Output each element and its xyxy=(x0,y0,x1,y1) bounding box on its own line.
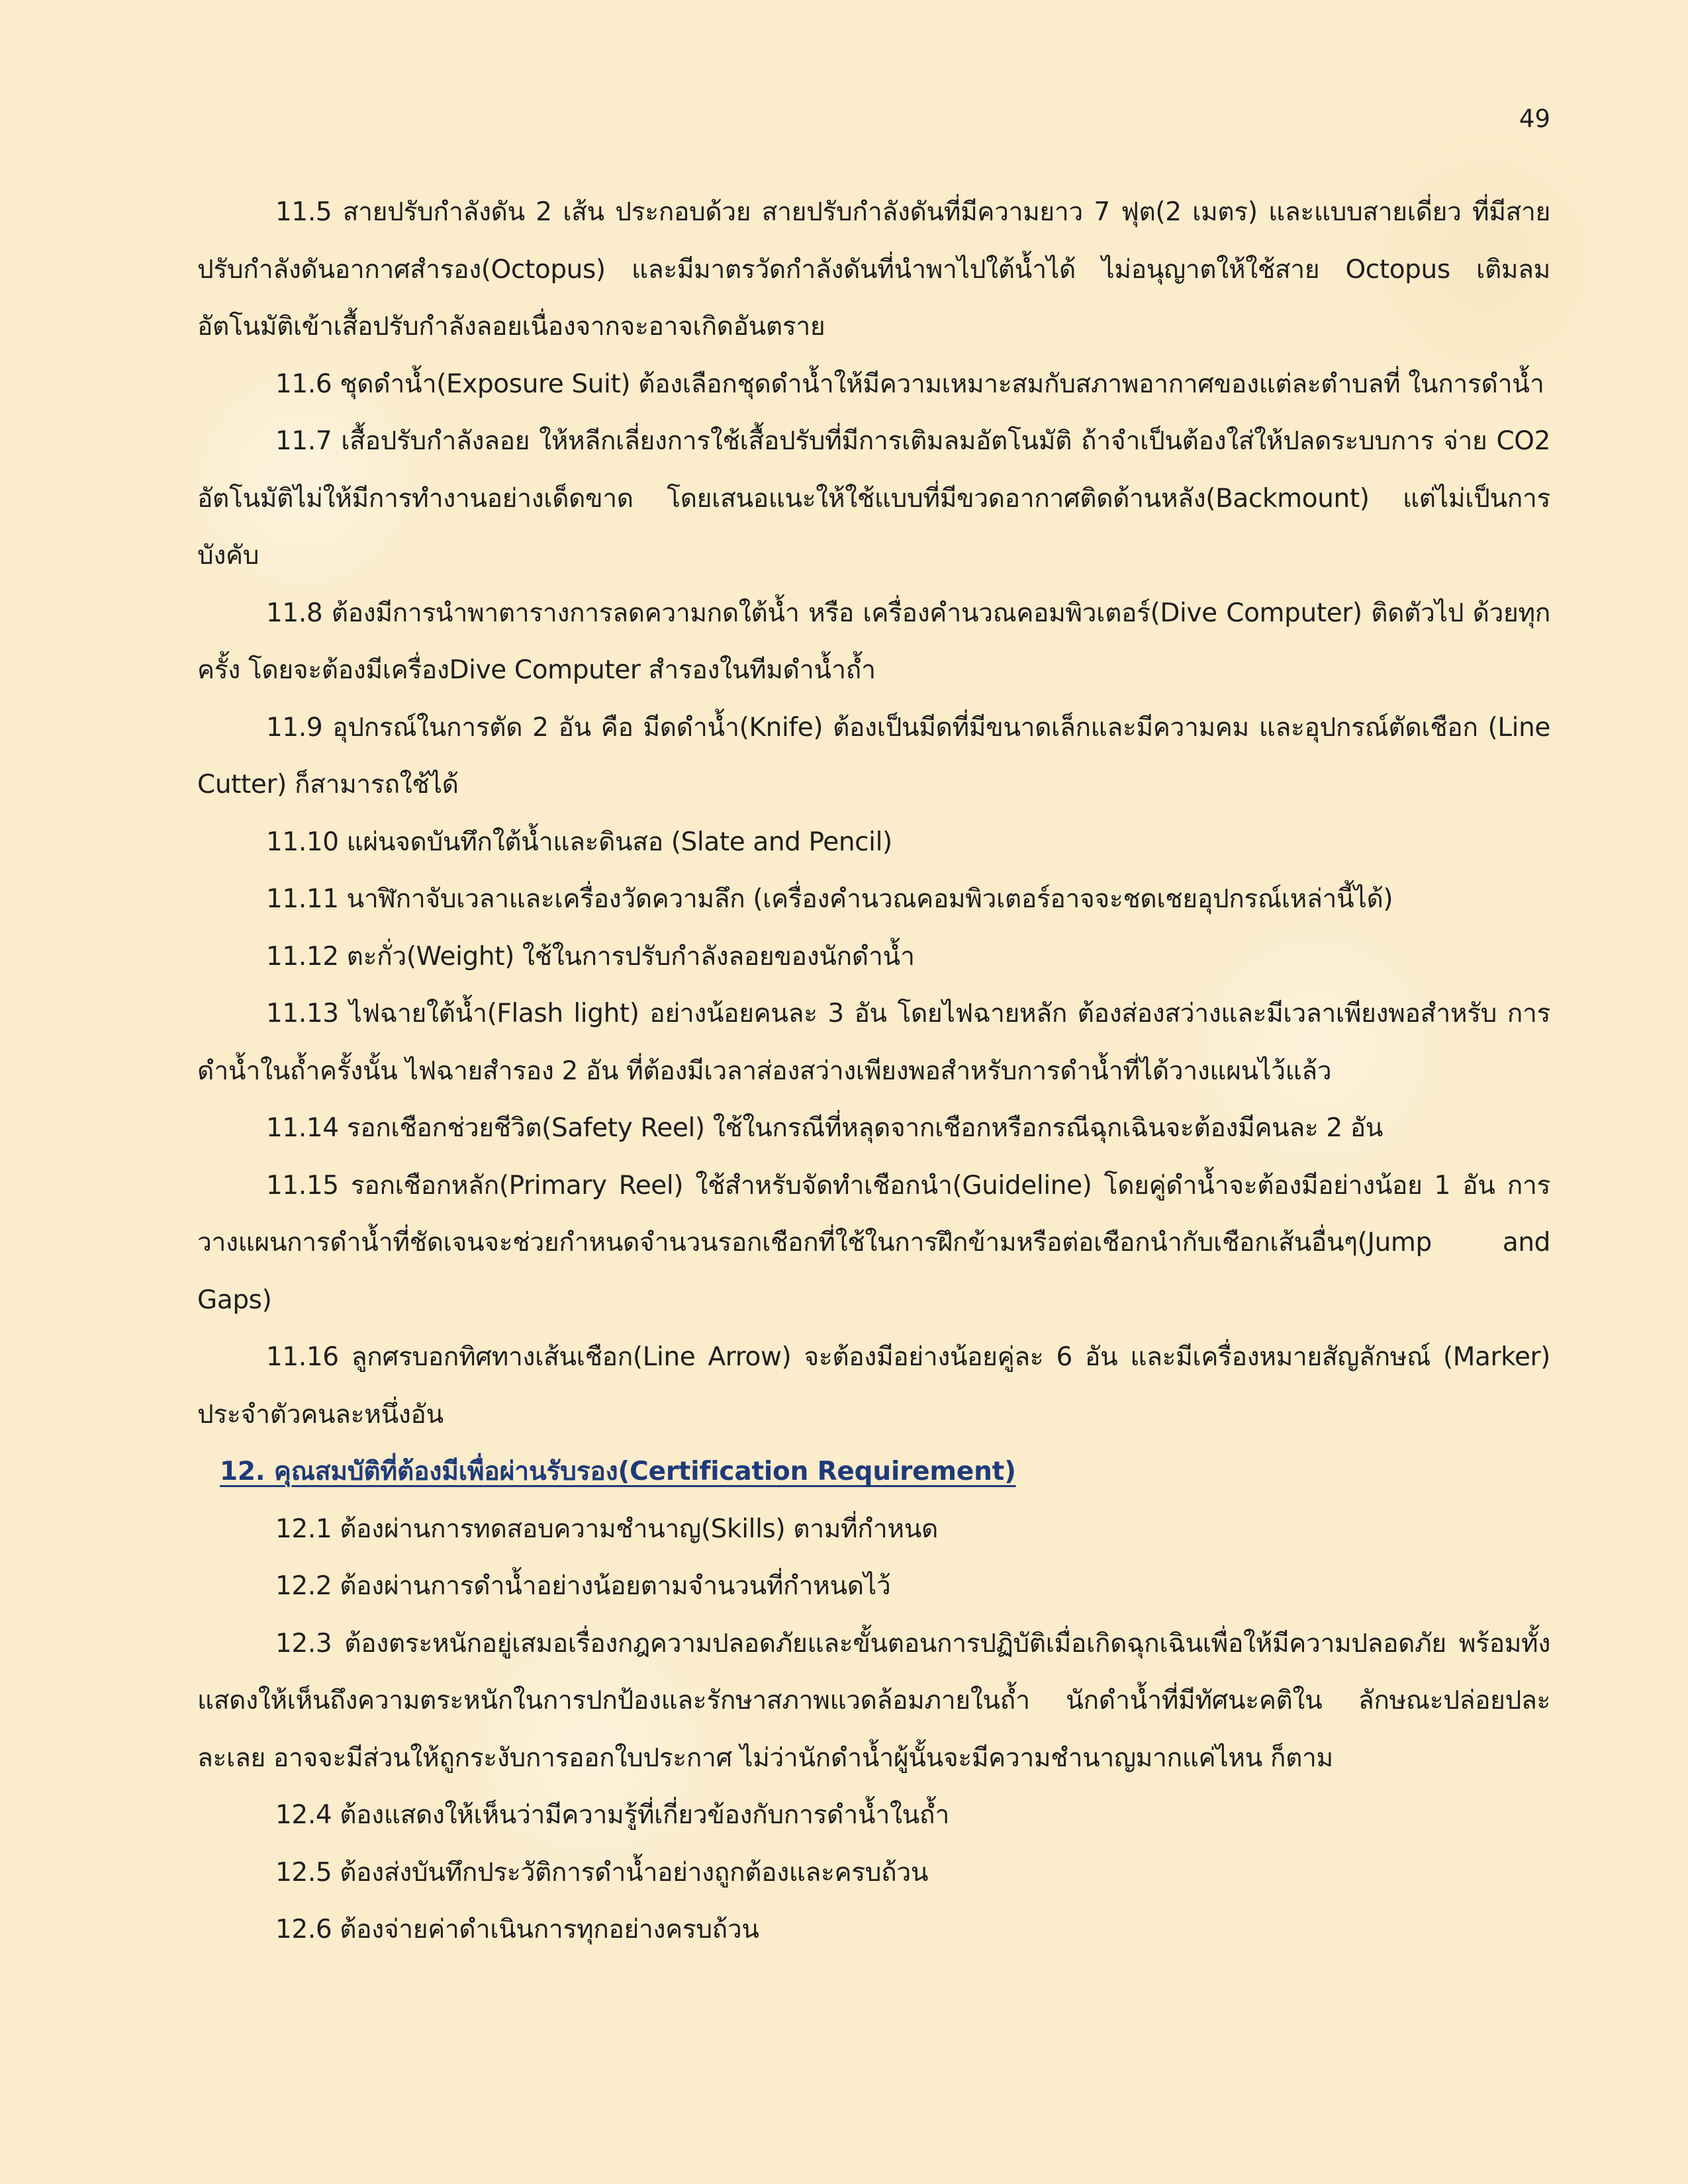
item-11-11: 11.11 นาฬิกาจับเวลาและเครื่องวัดความลึก (เครื่องคำนวณคอมพิวเตอร์อาจจะชดเชยอุปกรณ์เหล่านี้ได้) xyxy=(266,884,1393,914)
item-12-5: 12.5 ต้องส่งบันทึกประวัติการดำน้ำอย่างถูกต้องและครบถ้วน xyxy=(275,1857,929,1888)
item-11-13: 11.13 ไฟฉายใต้น้ำ(Flash light) อย่างน้อยคนละ 3 อัน โดยไฟฉายหลัก ต้องส่องสว่างและมีเวลาเพียงพอสำหรับ การดำน้ำในถ้ำครั้งนั้น ไฟฉายสำรอง 2 อัน ที่ต้องมีเวลาส่องสว่างเพียงพอสำหรับการดำน้ำที่ได้วางแผนไว้แล้ว xyxy=(197,999,1550,1086)
item-11-5: 11.5 สายปรับกำลังดัน 2 เส้น ประกอบด้วย สายปรับกำลังดันที่มีความยาว 7 ฟุต(2 เมตร) และแบบสายเดี่ยว ที่มีสายปรับกำลังดันอากาศสำรอง(Octopus) และมีมาตรวัดกำลังดันที่นำพาไปใต้น้ำได้ ไม่อนุญาตให้ใช้สาย Octopus เติมลมอัตโนมัติเข้าเสื้อปรับกำลังลอยเนื่องจากจะอาจเกิดอันตราย xyxy=(197,197,1550,341)
item-11-8: 11.8 ต้องมีการนำพาตารางการลดความกดใต้น้ำ หรือ เครื่องคำนวณคอมพิวเตอร์(Dive Computer) ติดตัวไป ด้วยทุกครั้ง โดยจะต้องมีเครื่องDive Computer สำรองในทีมดำน้ำถ้ำ xyxy=(197,598,1550,685)
item-12-6: 12.6 ต้องจ่ายค่าดำเนินการทุกอย่างครบถ้วน xyxy=(275,1915,759,1944)
item-11-14: 11.14 รอกเชือกช่วยชีวิต(Safety Reel) ใช้ในกรณีที่หลุดจากเชือกหรือกรณีฉุกเฉินจะต้องมีคนละ 2 อัน xyxy=(266,1113,1383,1143)
item-12-3: 12.3 ต้องตระหนักอยู่เสมอเรื่องกฎความปลอดภัยและขั้นตอนการปฏิบัติเมื่อเกิดฉุกเฉินเพื่อให้มีความปลอดภัย พร้อมทั้งแสดงให้เห็นถึงความตระหนักในการปกป้องและรักษาสภาพแวดล้อมภายในถ้ำ นักดำน้ำที่มีทัศนะคติใน ลักษณะปล่อยปละละเลย อาจจะมีส่วนให้ถูกระงับการออกใบประกาศ ไม่ว่านักดำน้ำผู้นั้นจะมีความชำนาญมากแค่ไหน ก็ตาม xyxy=(197,1628,1550,1773)
item-11-12: 11.12 ตะกั่ว(Weight) ใช้ในการปรับกำลังลอยของนักดำน้ำ xyxy=(266,941,915,972)
item-11-6: 11.6 ชุดดำน้ำ(Exposure Suit) ต้องเลือกชุดดำน้ำให้มีความเหมาะสมกับสภาพอากาศของแต่ละตำบลที่ ในการดำน้ำ xyxy=(275,369,1544,399)
item-11-9: 11.9 อุปกรณ์ในการตัด 2 อัน คือ มีดดำน้ำ(Knife) ต้องเป็นมีดที่มีขนาดเล็กและมีความคม และอุปกรณ์ตัดเชือก (Line Cutter) ก็สามารถใช้ได้ xyxy=(197,712,1550,799)
item-11-10: 11.10 แผ่นจดบันทึกใต้น้ำและดินสอ (Slate and Pencil) xyxy=(266,827,892,857)
section-12-heading: 12. คุณสมบัติที่ต้องมีเพื่อผ่านรับรอง(Certification Requirement) xyxy=(220,1457,1016,1486)
item-11-16: 11.16 ลูกศรบอกทิศทางเส้นเชือก(Line Arrow) จะต้องมีอย่างน้อยคู่ละ 6 อัน และมีเครื่องหมายสัญลักษณ์ (Marker) ประจำตัวคนละหนึ่งอัน xyxy=(197,1342,1550,1430)
item-12-4: 12.4 ต้องแสดงให้เห็นว่ามีความรู้ที่เกี่ยวข้องกับการดำน้ำในถ้ำ xyxy=(275,1800,949,1830)
item-12-1: 12.1 ต้องผ่านการทดสอบความชำนาญ(Skills) ตามที่กำหนด xyxy=(275,1514,938,1544)
item-12-2: 12.2 ต้องผ่านการดำน้ำอย่างน้อยตามจำนวนที่กำหนดไว้ xyxy=(275,1571,891,1601)
page-number: 49 xyxy=(1519,105,1550,133)
item-11-7: 11.7 เสื้อปรับกำลังลอย ให้หลีกเลี่ยงการใช้เสื้อปรับที่มีการเติมลมอัตโนมัติ ถ้าจำเป็นต้องใส่ให้ปลดระบบการ จ่าย CO2 อัตโนมัติไม่ให้มีการทำงานอย่างเด็ดขาด โดยเสนอแนะให้ใช้แบบที่มีขวดอากาศติดด้านหลัง(Backmount) แต่ไม่เป็นการบังคับ xyxy=(197,426,1550,570)
document-body xyxy=(197,184,1550,1959)
item-11-15: 11.15 รอกเชือกหลัก(Primary Reel) ใช้สำหรับจัดทำเชือกนำ(Guideline) โดยคู่ดำน้ำจะต้องมีอย่างน้อย 1 อัน การ วางแผนการดำน้ำที่ชัดเจนจะช่วยกำหนดจำนวนรอกเชือกที่ใช้ในการฝึกข้ามหรือต่อเชือกนำกับเชือกเส้นอื่นๆ(Jump and Gaps) xyxy=(197,1170,1550,1315)
